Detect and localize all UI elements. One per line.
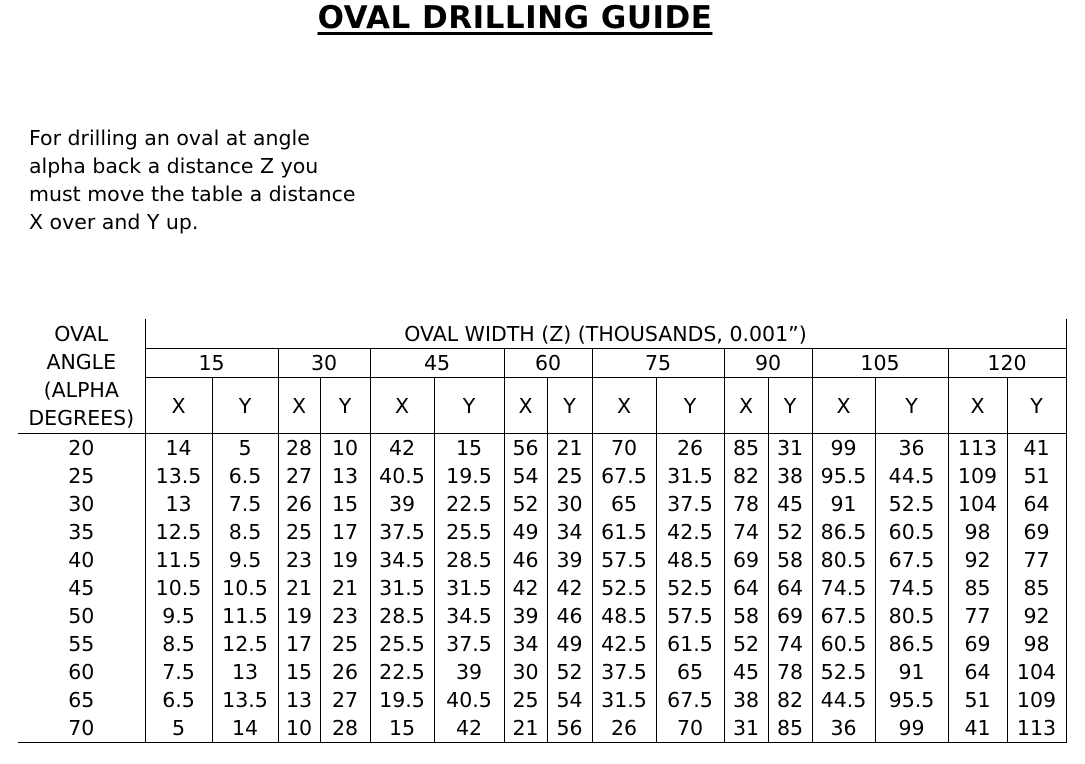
x-value-cell: 78 — [724, 490, 768, 518]
y-header: Y — [320, 378, 370, 434]
angle-cell: 45 — [18, 574, 145, 602]
intro-text — [29, 124, 389, 236]
x-value-cell: 52 — [724, 630, 768, 658]
x-value-cell: 5 — [145, 714, 212, 743]
x-header: X — [278, 378, 320, 434]
angle-cell: 25 — [18, 462, 145, 490]
x-header: X — [145, 378, 212, 434]
y-value-cell: 49 — [547, 630, 592, 658]
angle-cell: 65 — [18, 686, 145, 714]
width-value: 75 — [592, 349, 724, 378]
angle-cell: 35 — [18, 518, 145, 546]
x-value-cell: 23 — [278, 546, 320, 574]
y-value-cell: 14 — [212, 714, 278, 743]
x-value-cell: 46 — [504, 546, 547, 574]
y-value-cell: 34.5 — [434, 602, 504, 630]
x-value-cell: 99 — [812, 434, 875, 463]
x-value-cell: 10 — [278, 714, 320, 743]
x-header: X — [370, 378, 434, 434]
y-value-cell: 27 — [320, 686, 370, 714]
y-value-cell: 37.5 — [434, 630, 504, 658]
x-value-cell: 67.5 — [592, 462, 656, 490]
y-value-cell: 95.5 — [875, 686, 948, 714]
x-value-cell: 9.5 — [145, 602, 212, 630]
y-header: Y — [768, 378, 812, 434]
x-value-cell: 28 — [278, 434, 320, 463]
y-value-cell: 9.5 — [212, 546, 278, 574]
y-value-cell: 86.5 — [875, 630, 948, 658]
y-value-cell: 80.5 — [875, 602, 948, 630]
x-value-cell: 74 — [724, 518, 768, 546]
y-value-cell: 67.5 — [656, 686, 724, 714]
y-value-cell: 82 — [768, 686, 812, 714]
y-value-cell: 69 — [1007, 518, 1066, 546]
x-value-cell: 8.5 — [145, 630, 212, 658]
x-value-cell: 39 — [370, 490, 434, 518]
y-value-cell: 74.5 — [875, 574, 948, 602]
x-value-cell: 69 — [948, 630, 1007, 658]
x-value-cell: 109 — [948, 462, 1007, 490]
x-header: X — [592, 378, 656, 434]
angle-cell: 40 — [18, 546, 145, 574]
x-value-cell: 42.5 — [592, 630, 656, 658]
x-value-cell: 51 — [948, 686, 1007, 714]
y-value-cell: 104 — [1007, 658, 1066, 686]
angle-cell: 55 — [18, 630, 145, 658]
x-value-cell: 41 — [948, 714, 1007, 743]
y-value-cell: 37.5 — [656, 490, 724, 518]
y-value-cell: 46 — [547, 602, 592, 630]
y-value-cell: 41 — [1007, 434, 1066, 463]
x-value-cell: 58 — [724, 602, 768, 630]
x-value-cell: 13 — [278, 686, 320, 714]
y-value-cell: 74 — [768, 630, 812, 658]
y-value-cell: 39 — [434, 658, 504, 686]
x-value-cell: 15 — [278, 658, 320, 686]
angle-cell: 70 — [18, 714, 145, 743]
y-value-cell: 65 — [656, 658, 724, 686]
y-value-cell: 31.5 — [656, 462, 724, 490]
x-value-cell: 54 — [504, 462, 547, 490]
x-value-cell: 31.5 — [370, 574, 434, 602]
y-value-cell: 91 — [875, 658, 948, 686]
x-value-cell: 56 — [504, 434, 547, 463]
y-value-cell: 8.5 — [212, 518, 278, 546]
x-value-cell: 13.5 — [145, 462, 212, 490]
x-value-cell: 17 — [278, 630, 320, 658]
angle-cell: 50 — [18, 602, 145, 630]
y-value-cell: 67.5 — [875, 546, 948, 574]
y-header: Y — [212, 378, 278, 434]
x-value-cell: 57.5 — [592, 546, 656, 574]
y-value-cell: 22.5 — [434, 490, 504, 518]
y-value-cell: 28 — [320, 714, 370, 743]
y-value-cell: 31.5 — [434, 574, 504, 602]
y-value-cell: 26 — [656, 434, 724, 463]
x-value-cell: 25.5 — [370, 630, 434, 658]
angle-cell: 30 — [18, 490, 145, 518]
y-value-cell: 10 — [320, 434, 370, 463]
y-value-cell: 57.5 — [656, 602, 724, 630]
y-value-cell: 17 — [320, 518, 370, 546]
y-value-cell: 13 — [212, 658, 278, 686]
y-value-cell: 52.5 — [656, 574, 724, 602]
table-row — [18, 518, 1066, 546]
y-header: Y — [1007, 378, 1066, 434]
y-value-cell: 99 — [875, 714, 948, 743]
y-value-cell: 10.5 — [212, 574, 278, 602]
y-header: Y — [547, 378, 592, 434]
x-value-cell: 31 — [724, 714, 768, 743]
y-value-cell: 70 — [656, 714, 724, 743]
x-value-cell: 67.5 — [812, 602, 875, 630]
x-value-cell: 39 — [504, 602, 547, 630]
table-row — [18, 658, 1066, 686]
x-value-cell: 19 — [278, 602, 320, 630]
angle-column-header — [18, 319, 145, 434]
y-value-cell: 78 — [768, 658, 812, 686]
intro-line: For drilling an oval at angle — [29, 126, 310, 150]
y-value-cell: 13 — [320, 462, 370, 490]
table-row — [18, 686, 1066, 714]
y-value-cell: 15 — [320, 490, 370, 518]
y-value-cell: 31 — [768, 434, 812, 463]
y-value-cell: 34 — [547, 518, 592, 546]
intro-line: X over and Y up. — [29, 210, 199, 234]
angle-cell: 60 — [18, 658, 145, 686]
x-value-cell: 77 — [948, 602, 1007, 630]
y-value-cell: 52 — [547, 658, 592, 686]
width-value: 30 — [278, 349, 370, 378]
intro-line: must move the table a distance — [29, 182, 356, 206]
y-value-cell: 60.5 — [875, 518, 948, 546]
x-value-cell: 31.5 — [592, 686, 656, 714]
y-value-cell: 19 — [320, 546, 370, 574]
x-value-cell: 26 — [278, 490, 320, 518]
x-value-cell: 12.5 — [145, 518, 212, 546]
x-value-cell: 26 — [592, 714, 656, 743]
x-value-cell: 86.5 — [812, 518, 875, 546]
x-value-cell: 21 — [278, 574, 320, 602]
y-header: Y — [875, 378, 948, 434]
x-value-cell: 27 — [278, 462, 320, 490]
x-value-cell: 52.5 — [812, 658, 875, 686]
x-header: X — [724, 378, 768, 434]
x-value-cell: 64 — [724, 574, 768, 602]
x-value-cell: 28.5 — [370, 602, 434, 630]
y-value-cell: 56 — [547, 714, 592, 743]
x-value-cell: 7.5 — [145, 658, 212, 686]
x-value-cell: 30 — [504, 658, 547, 686]
x-value-cell: 48.5 — [592, 602, 656, 630]
y-value-cell: 58 — [768, 546, 812, 574]
table-row — [18, 630, 1066, 658]
x-value-cell: 15 — [370, 714, 434, 743]
y-value-cell: 28.5 — [434, 546, 504, 574]
y-value-cell: 5 — [212, 434, 278, 463]
y-value-cell: 39 — [547, 546, 592, 574]
x-value-cell: 34.5 — [370, 546, 434, 574]
y-value-cell: 85 — [1007, 574, 1066, 602]
y-value-cell: 21 — [320, 574, 370, 602]
x-value-cell: 44.5 — [812, 686, 875, 714]
y-value-cell: 52 — [768, 518, 812, 546]
x-value-cell: 70 — [592, 434, 656, 463]
y-value-cell: 30 — [547, 490, 592, 518]
y-value-cell: 77 — [1007, 546, 1066, 574]
x-value-cell: 80.5 — [812, 546, 875, 574]
x-value-cell: 37.5 — [370, 518, 434, 546]
y-value-cell: 54 — [547, 686, 592, 714]
x-value-cell: 42 — [370, 434, 434, 463]
y-header: Y — [434, 378, 504, 434]
y-value-cell: 42 — [434, 714, 504, 743]
x-value-cell: 34 — [504, 630, 547, 658]
width-value: 60 — [504, 349, 592, 378]
x-value-cell: 85 — [948, 574, 1007, 602]
y-value-cell: 6.5 — [212, 462, 278, 490]
y-value-cell: 13.5 — [212, 686, 278, 714]
y-value-cell: 23 — [320, 602, 370, 630]
y-value-cell: 113 — [1007, 714, 1066, 743]
y-value-cell: 44.5 — [875, 462, 948, 490]
y-value-cell: 45 — [768, 490, 812, 518]
x-value-cell: 38 — [724, 686, 768, 714]
y-value-cell: 52.5 — [875, 490, 948, 518]
x-value-cell: 61.5 — [592, 518, 656, 546]
table-body — [18, 434, 1066, 743]
y-value-cell: 98 — [1007, 630, 1066, 658]
x-value-cell: 25 — [504, 686, 547, 714]
y-value-cell: 25.5 — [434, 518, 504, 546]
x-value-cell: 6.5 — [145, 686, 212, 714]
x-value-cell: 82 — [724, 462, 768, 490]
y-value-cell: 36 — [875, 434, 948, 463]
angle-header-line: DEGREES) — [28, 406, 135, 430]
table-row — [18, 490, 1066, 518]
x-value-cell: 21 — [504, 714, 547, 743]
x-value-cell: 40.5 — [370, 462, 434, 490]
oval-drilling-table — [18, 319, 1067, 743]
x-value-cell: 11.5 — [145, 546, 212, 574]
x-header: X — [948, 378, 1007, 434]
angle-header-line: OVAL — [54, 322, 109, 346]
y-value-cell: 15 — [434, 434, 504, 463]
y-value-cell: 11.5 — [212, 602, 278, 630]
x-value-cell: 36 — [812, 714, 875, 743]
x-value-cell: 95.5 — [812, 462, 875, 490]
x-value-cell: 92 — [948, 546, 1007, 574]
x-value-cell: 13 — [145, 490, 212, 518]
y-header: Y — [656, 378, 724, 434]
intro-line: alpha back a distance Z you — [29, 154, 319, 178]
y-value-cell: 51 — [1007, 462, 1066, 490]
x-value-cell: 69 — [724, 546, 768, 574]
x-value-cell: 85 — [724, 434, 768, 463]
y-value-cell: 109 — [1007, 686, 1066, 714]
angle-header-line: (ALPHA — [43, 378, 119, 402]
y-value-cell: 40.5 — [434, 686, 504, 714]
x-header: X — [812, 378, 875, 434]
width-value: 105 — [812, 349, 948, 378]
angle-header-line: ANGLE — [46, 350, 117, 374]
x-value-cell: 22.5 — [370, 658, 434, 686]
y-value-cell: 26 — [320, 658, 370, 686]
y-value-cell: 38 — [768, 462, 812, 490]
width-value: 120 — [948, 349, 1066, 378]
table-row — [18, 434, 1066, 463]
x-value-cell: 64 — [948, 658, 1007, 686]
y-value-cell: 69 — [768, 602, 812, 630]
x-value-cell: 65 — [592, 490, 656, 518]
x-value-cell: 52 — [504, 490, 547, 518]
angle-cell: 20 — [18, 434, 145, 463]
table-row — [18, 462, 1066, 490]
x-value-cell: 25 — [278, 518, 320, 546]
x-value-cell: 104 — [948, 490, 1007, 518]
x-value-cell: 98 — [948, 518, 1007, 546]
width-header: OVAL WIDTH (Z) (THOUSANDS, 0.001”) — [145, 319, 1066, 349]
y-value-cell: 85 — [768, 714, 812, 743]
y-value-cell: 48.5 — [656, 546, 724, 574]
x-value-cell: 49 — [504, 518, 547, 546]
x-value-cell: 42 — [504, 574, 547, 602]
y-value-cell: 42.5 — [656, 518, 724, 546]
width-value: 45 — [370, 349, 504, 378]
x-header: X — [504, 378, 547, 434]
table-row — [18, 714, 1066, 743]
x-value-cell: 37.5 — [592, 658, 656, 686]
x-value-cell: 91 — [812, 490, 875, 518]
y-value-cell: 92 — [1007, 602, 1066, 630]
x-value-cell: 19.5 — [370, 686, 434, 714]
x-value-cell: 10.5 — [145, 574, 212, 602]
y-value-cell: 21 — [547, 434, 592, 463]
page-title: OVAL DRILLING GUIDE — [317, 0, 713, 36]
x-value-cell: 14 — [145, 434, 212, 463]
y-value-cell: 42 — [547, 574, 592, 602]
y-value-cell: 25 — [320, 630, 370, 658]
y-value-cell: 64 — [768, 574, 812, 602]
x-value-cell: 74.5 — [812, 574, 875, 602]
table-row — [18, 602, 1066, 630]
x-value-cell: 45 — [724, 658, 768, 686]
table-row — [18, 574, 1066, 602]
y-value-cell: 61.5 — [656, 630, 724, 658]
y-value-cell: 25 — [547, 462, 592, 490]
width-value: 15 — [145, 349, 278, 378]
width-value: 90 — [724, 349, 812, 378]
y-value-cell: 12.5 — [212, 630, 278, 658]
table-row — [18, 546, 1066, 574]
y-value-cell: 19.5 — [434, 462, 504, 490]
y-value-cell: 7.5 — [212, 490, 278, 518]
y-value-cell: 64 — [1007, 490, 1066, 518]
x-value-cell: 113 — [948, 434, 1007, 463]
x-value-cell: 52.5 — [592, 574, 656, 602]
x-value-cell: 60.5 — [812, 630, 875, 658]
